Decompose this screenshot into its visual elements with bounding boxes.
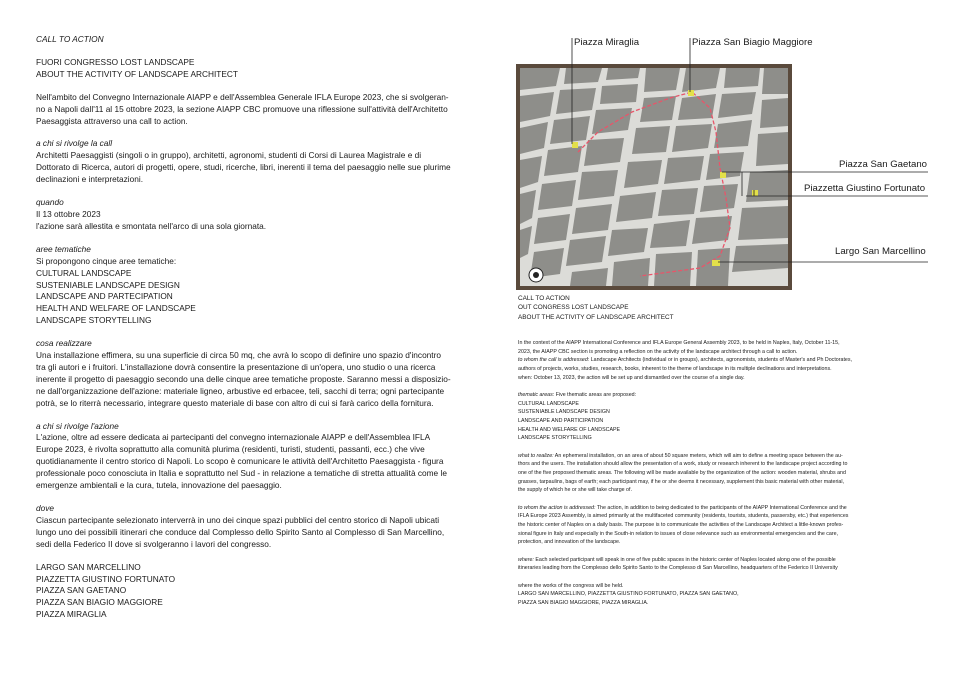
english-text-column xyxy=(518,294,928,617)
area-item: SUSTENIABLE LANDSCAPE DESIGN xyxy=(518,409,610,416)
section-heading: to whom the action is addressed: xyxy=(518,504,596,511)
area-item: CULTURAL LANDSCAPE xyxy=(36,267,132,278)
section-heading: thematic areas: xyxy=(518,392,555,399)
place-item: PIAZZA SAN BIAGIO MAGGIORE xyxy=(36,597,163,608)
area-item: LANDSCAPE AND PARTICIPATION xyxy=(518,417,604,424)
section-heading: where: xyxy=(518,556,534,563)
place-item: PIAZZA SAN GAETANO xyxy=(36,585,127,596)
area-item: HEALTH AND WELFARE OF LANDSCAPE xyxy=(36,303,196,314)
intro-paragraph: Nell'ambito del Convegno Internazionale AIAPP e dell'Assemblea Generale IFLA Europe 2023, che si svolgeran- no a Napoli dall'11 al 15 ottobre 2023, la sezione AIAPP CBC promuove una riflessione sull'attività dell'Architetto Paesaggista attraverso una call to action. xyxy=(36,91,449,126)
label-piazza-miraglia: Piazza Miraglia xyxy=(574,37,640,48)
section-heading: what to realize: xyxy=(518,452,554,459)
place-item: PIAZZA MIRAGLIA xyxy=(36,609,107,620)
target-section: a chi si rivolge l'azione L'azione, oltre ad essere dedicata ai partecipanti del convegno internazionale AIAPP e dell'Assemblea IFLA Europe 2023, è rivolta soprattutto alla comunità plurima (residenti, turisti, studenti, passanti, ecc.) che vive quotidianamente il centro storico di Napoli. Lo scopo è comunicare le attività dell'Architetto Paesaggista - figura professionale poco conosciuta in Italia e soprattutto nel Sud - in relazione a tematiche di stretta attualità come le emergenze ambientali e la cura, tutela, innovazione del paesaggio. xyxy=(36,421,466,492)
english-areas: thematic areas: Five thematic areas are proposed: CULTURAL LANDSCAPE SUSTENIABLE LANDSCAPE DESIGN LANDSCAPE AND PARTICIPATION HEALTH AND WELFARE OF LANDSCAPE LANDSCAPE STORYTELLING xyxy=(518,391,928,443)
where-section: dove Ciascun partecipante selezionato interverrà in uno dei cinque spazi pubblici del centro storico di Napoli ubicati lungo uno dei possibili itinerari che conduce dal Complesso dello Spirito Santo al Complesso di San Marcellino, sedi della Federico II dove si svolgeranno i lavori del congresso. xyxy=(36,503,466,551)
english-title-block: CALL TO ACTION OUT CONGRESS LOST LANDSCAPE ABOUT THE ACTIVITY OF LANDSCAPE ARCHITECT xyxy=(518,295,674,321)
what-section: cosa realizzare Una installazione effimera, su una superficie di circa 50 mq, che avrà lo scopo di definire uno spazio d'incontro tra gli autori e i fruitori. L'installazione dovrà consentire la presentazione di un'opera, uno studio o una ricerca inerente il progetto di paesaggio secondo una delle cinque aree tematiche proposte. Saranno messi a disposizio- ne dall'organizzazione dell'azione: materiale ligneo, arbustive ed erbacee, teli, sacchi di terra; ogni partecipante potrà, se lo riterrà necessario, integrare questo materiale di base con altro di cui si farà carico della fornitura. xyxy=(36,338,466,409)
when-section: quando Il 13 ottobre 2023 l'azione sarà allestita e smontata nell'arco di una sola giornata. xyxy=(36,197,466,233)
title-line: ABOUT THE ACTIVITY OF LANDSCAPE ARCHITECT xyxy=(36,68,238,79)
area-item: SUSTENIABLE LANDSCAPE DESIGN xyxy=(36,279,180,290)
english-target: to whom the action is addressed: The action, in addition to being dedicated to the participants of the AIAPP International Conference and the IFLA Europe 2023 Assembly, is aimed primarily at the multifaceted community (residents, tourists, students, passersby, etc.) that experiences the historic center of Naples on a daily basis. The purpose is to communicate the activities of the Landscape Architect a little-known profes- sional figure in Italy and especially in the South-in relation to issues of close relevance such as environmental emergencies and the care, protection, and innovation of the landscape. xyxy=(518,504,849,546)
who-section: a chi si rivolge la call Architetti Paesaggisti (singoli o in gruppo), architetti, agronomi, studenti di Corsi di Laurea Magistrale e di Dottorato di Ricerca, autori di progetti, opere, studi, ricerche, libri, inerenti il tema del paesaggio nelle sue plurime declinazioni e interpretazioni. xyxy=(36,138,466,186)
english-places: where the works of the congress will be held. LARGO SAN MARCELLINO, PIAZZETTA GIUSTINO FORTUNATO, PIAZZA SAN GAETANO, PIAZZA SAN BIAGIO MAGGIORE, PIAZZA MIRAGLIA. xyxy=(518,582,739,607)
title-line: FUORI CONGRESSO LOST LANDSCAPE xyxy=(36,56,195,67)
call-to-action-label: CALL TO ACTION xyxy=(36,34,104,44)
english-intro: In the context of the AIAPP International Conference and IFLA Europe General Assembly 2023, to be held in Naples, Italy, October 11-15, 2023, the AIAPP CBC section is promoting a reflection on the activity of the landscape architect through a call to action. to whom the call is addressed: Landscape Architects (individual or in groups), architects, agronomists, students of Master's and Ph Doctorates, authors of projects, works, studies, research, books, inherent to the theme of landscape in its multiple declinations and interpretations. when: October 13, 2023, the action will be set up and dismantled over the course of a single day. xyxy=(518,340,852,381)
section-heading: quando xyxy=(36,197,64,208)
english-what: what to realize: An ephemeral installation, on an area of about 50 square meters, which will aim to define a meeting space between the au- thors and the users. The installation should allow the presentation of a work, study or research inherent to the landscape project according to one of the five proposed thematic areas. The following will be made available by the organization of the action: wooden material, shrubs and grasses, tarpaulins, bags of earth; each participant may, if he or she deems it necessary, supplement this basic material with other material, the supply of which he or she will take charge of. xyxy=(518,452,848,494)
english-where: where: Each selected participant will speak in one of five public spaces in the historic center of Naples located along one of the possible itineraries leading from the Complesso dello Spirito Santo to the Complesso di San Marcellino, headquarters of the Federico II University xyxy=(518,556,838,572)
area-item: LANDSCAPE STORYTELLING xyxy=(518,435,592,442)
label-piazzetta-giustino-fortunato: Piazzetta Giustino Fortunato xyxy=(804,183,926,194)
area-item: HEALTH AND WELFARE OF LANDSCAPE xyxy=(518,426,621,433)
section-heading: aree tematiche xyxy=(36,243,91,254)
area-item: LANDSCAPE AND PARTECIPATION xyxy=(36,291,173,302)
place-item: PIAZZETTA GIUSTINO FORTUNATO xyxy=(36,573,176,584)
label-piazza-san-biagio-maggiore: Piazza San Biagio Maggiore xyxy=(692,37,813,48)
place-item: LARGO SAN MARCELLINO xyxy=(36,561,141,572)
area-item: CULTURAL LANDSCAPE xyxy=(518,400,579,407)
section-heading: a chi si rivolge la call xyxy=(36,138,113,149)
section-heading: dove xyxy=(36,503,54,513)
label-piazza-san-gaetano: Piazza San Gaetano xyxy=(839,159,928,170)
section-heading: to whom the call is addressed: xyxy=(518,357,590,364)
area-item: LANDSCAPE STORYTELLING xyxy=(36,315,152,326)
areas-section: aree tematiche Si propongono cinque aree tematiche: CULTURAL LANDSCAPE SUSTENIABLE LANDSCAPE DESIGN LANDSCAPE AND PARTECIPATION HEALTH AND WELFARE OF LANDSCAPE LANDSCAPE STORYTELLING xyxy=(36,244,466,327)
section-heading: cosa realizzare xyxy=(36,338,92,349)
section-heading: a chi si rivolge l'azione xyxy=(36,420,119,431)
label-largo-san-marcellino: Largo San Marcellino xyxy=(835,246,926,257)
